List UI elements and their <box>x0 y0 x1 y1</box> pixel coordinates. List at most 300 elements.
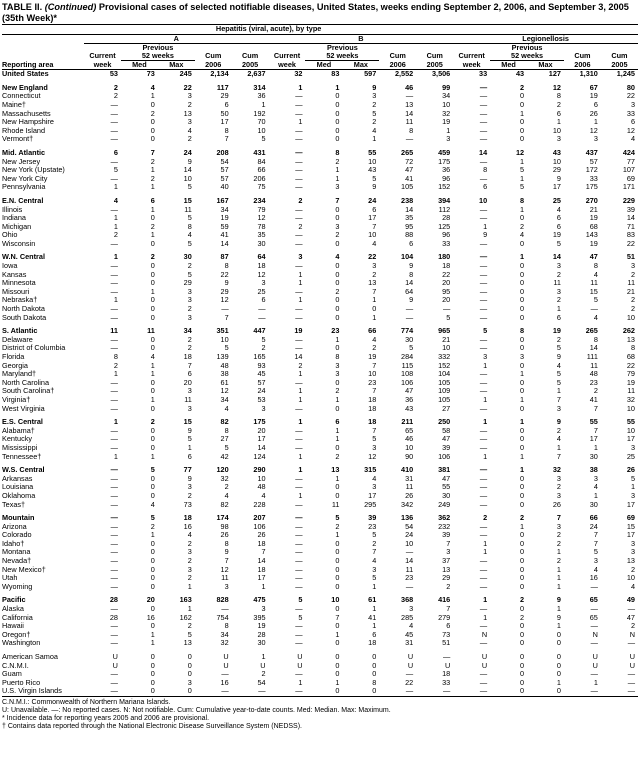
value-cell: 10 <box>626 404 635 413</box>
reporting-area-cell: Georgia <box>2 361 28 370</box>
value-cell: 3 <box>261 404 266 413</box>
group-legionellosis-header: Legionellosis <box>453 34 638 44</box>
value-cell: 24 <box>183 147 192 157</box>
value-cell: — <box>479 557 488 566</box>
reporting-area-cell: New England <box>2 82 48 92</box>
value-cell: 17 <box>589 435 598 444</box>
value-cell: 79 <box>257 205 266 214</box>
value-cell: 30 <box>405 335 414 344</box>
value-cell: 10 <box>368 231 377 240</box>
value-cell: 262 <box>622 326 635 336</box>
value-cell: — <box>479 126 488 135</box>
value-cell: 40 <box>220 183 229 192</box>
value-cell: — <box>110 622 118 631</box>
value-cell: 265 <box>401 147 414 157</box>
value-cell: 68 <box>589 222 598 231</box>
value-cell: — <box>479 296 488 305</box>
table-row <box>2 583 638 592</box>
value-cell: — <box>110 109 118 118</box>
value-cell: — <box>110 378 118 387</box>
value-cell: 8 <box>593 262 598 271</box>
value-cell: 0 <box>335 92 340 101</box>
value-cell: 1 <box>556 387 561 396</box>
value-cell: — <box>110 531 118 540</box>
value-cell: 0 <box>335 126 340 135</box>
value-cell: 175 <box>585 183 598 192</box>
value-cell: 2 <box>593 387 598 396</box>
value-cell: 79 <box>626 370 635 379</box>
value-cell: 2 <box>187 135 192 144</box>
value-cell: — <box>221 670 229 679</box>
value-cell: 3 <box>187 287 192 296</box>
value-cell: 1 <box>298 678 303 687</box>
table-row <box>2 531 638 540</box>
value-cell: 5 <box>593 548 598 557</box>
value-cell: 22 <box>405 678 414 687</box>
value-cell: — <box>479 174 488 183</box>
value-cell: 2 <box>372 539 377 548</box>
value-cell: 11 <box>590 279 598 288</box>
table-row <box>2 118 638 127</box>
value-cell: — <box>479 344 488 353</box>
value-cell: — <box>110 574 118 583</box>
value-cell: 0 <box>150 404 155 413</box>
value-cell: 6 <box>261 296 266 305</box>
value-cell: — <box>479 270 488 279</box>
value-cell: 3 <box>224 582 229 591</box>
value-cell: — <box>590 582 598 591</box>
value-cell: 1 <box>335 426 340 435</box>
super-header: Hepatitis (viral, acute), by type <box>84 25 453 35</box>
value-cell: 0 <box>527 687 564 696</box>
value-cell: 1 <box>113 222 118 231</box>
value-cell: 39 <box>442 443 451 452</box>
value-cell: 17 <box>626 531 635 540</box>
value-cell: — <box>479 531 488 540</box>
value-cell: 1 <box>335 474 340 483</box>
value-cell: 6 <box>224 100 229 109</box>
value-cell: 6 <box>630 118 635 127</box>
value-cell: 47 <box>589 252 598 262</box>
value-cell: 1 <box>113 214 118 223</box>
value-cell: 0 <box>150 214 155 223</box>
table-row <box>2 279 638 288</box>
value-cell: 11 <box>627 387 635 396</box>
value-cell: 8 <box>630 344 635 353</box>
value-cell: 2,637 <box>247 69 266 79</box>
value-cell: 14 <box>479 147 488 157</box>
value-cell: 3 <box>630 539 635 548</box>
value-cell: 5 <box>224 344 229 353</box>
value-cell: 2 <box>187 491 192 500</box>
reporting-area-cell: West Virginia <box>2 404 45 413</box>
value-cell: 69 <box>626 174 635 183</box>
value-cell: — <box>221 305 229 314</box>
value-cell: 4 <box>593 483 598 492</box>
table-row <box>2 353 638 362</box>
value-cell: 28 <box>442 214 451 223</box>
value-cell: 207 <box>253 513 266 523</box>
value-cell: 172 <box>585 166 598 175</box>
value-cell: 37 <box>442 557 451 566</box>
value-cell: 0 <box>520 335 525 344</box>
value-cell: 1 <box>298 417 303 427</box>
value-cell: 2 <box>556 539 561 548</box>
value-cell: 0 <box>150 279 155 288</box>
table-row <box>2 262 638 271</box>
reporting-area-cell: Alaska <box>2 605 24 614</box>
value-cell: 1 <box>556 605 561 614</box>
value-cell: 6 <box>556 222 561 231</box>
value-cell: — <box>295 404 303 413</box>
value-cell: 18 <box>183 513 192 523</box>
value-cell: 18 <box>257 262 266 271</box>
value-cell: — <box>295 135 303 144</box>
value-cell: 1 <box>372 622 377 631</box>
value-cell: 0 <box>556 670 561 679</box>
value-cell: 1 <box>556 565 561 574</box>
value-cell: 12 <box>589 126 598 135</box>
reporting-area-cell: E.N. Central <box>2 195 44 205</box>
value-cell: 46 <box>405 82 414 92</box>
value-cell: 4 <box>187 126 192 135</box>
reporting-area-cell: Oregon† <box>2 630 31 639</box>
value-cell: 0 <box>556 639 561 648</box>
reporting-area-cell: Utah <box>2 574 18 583</box>
value-cell: — <box>295 335 303 344</box>
table-row <box>2 379 638 388</box>
reporting-area-cell: New York (Upstate) <box>2 166 65 175</box>
value-cell: — <box>479 239 488 248</box>
value-cell: 125 <box>438 222 451 231</box>
value-cell: 50 <box>220 109 229 118</box>
reporting-area-cell: California <box>2 613 33 622</box>
value-cell: — <box>295 92 303 101</box>
value-cell: 459 <box>438 147 451 157</box>
value-cell: 2 <box>187 539 192 548</box>
value-cell: 1 <box>150 166 155 175</box>
value-cell: U <box>629 652 635 661</box>
value-cell: — <box>295 147 303 157</box>
value-cell: — <box>269 687 306 696</box>
value-cell: 0 <box>520 92 525 101</box>
value-cell: 80 <box>626 82 635 92</box>
value-cell: 2 <box>372 100 377 109</box>
value-cell: 1 <box>520 417 525 427</box>
value-cell: 174 <box>216 513 229 523</box>
value-cell: 2 <box>630 565 635 574</box>
cum-label: Cum <box>611 52 628 61</box>
table-row <box>2 444 638 453</box>
value-cell: 2 <box>520 82 525 92</box>
value-cell: 16 <box>220 678 229 687</box>
value-cell: — <box>627 678 635 687</box>
value-cell: 1 <box>483 222 488 231</box>
value-cell: 4 <box>150 82 155 92</box>
value-cell: 9 <box>483 231 488 240</box>
value-cell: 26 <box>589 109 598 118</box>
value-cell: — <box>564 687 601 696</box>
value-cell: 0 <box>150 387 155 396</box>
value-cell: 10 <box>220 335 229 344</box>
value-cell: 0 <box>520 270 525 279</box>
value-cell: 1 <box>298 270 303 279</box>
value-cell: 14 <box>220 239 229 248</box>
value-cell: 1 <box>483 595 488 605</box>
value-cell: 10 <box>257 126 266 135</box>
reporting-area-cell: Missouri <box>2 287 30 296</box>
value-cell: — <box>405 313 414 322</box>
value-cell: 0 <box>150 548 155 557</box>
value-cell: — <box>405 92 414 101</box>
table-row <box>2 370 638 379</box>
table-row <box>2 548 638 557</box>
value-cell: 0 <box>335 670 340 679</box>
value-cell: 0 <box>335 262 340 271</box>
value-cell: 11 <box>627 279 635 288</box>
value-cell: 28 <box>257 630 266 639</box>
value-cell: — <box>479 483 488 492</box>
value-cell: 3 <box>335 370 340 379</box>
value-cell: 0 <box>335 296 340 305</box>
value-cell: 828 <box>216 595 229 605</box>
value-cell: 14 <box>257 443 266 452</box>
value-cell: 9 <box>556 613 561 622</box>
value-cell: 18 <box>257 565 266 574</box>
value-cell: 21 <box>442 335 451 344</box>
value-cell: — <box>110 135 118 144</box>
value-cell: — <box>195 687 232 696</box>
value-cell: 8 <box>520 326 525 336</box>
value-cell: 0 <box>335 305 340 314</box>
value-cell: 29 <box>442 574 451 583</box>
value-cell: 30 <box>257 239 266 248</box>
value-cell: 3 <box>593 557 598 566</box>
value-cell: 0 <box>520 622 525 631</box>
value-cell: 54 <box>257 678 266 687</box>
value-cell: 1 <box>150 370 155 379</box>
reporting-area-cell: Nebraska† <box>2 296 38 305</box>
value-cell: — <box>295 539 303 548</box>
value-cell: 0 <box>187 661 192 670</box>
table-body <box>2 70 638 697</box>
value-cell: 10 <box>479 195 488 205</box>
value-cell: 22 <box>183 82 192 92</box>
value-cell: U <box>112 652 118 661</box>
value-cell: — <box>110 100 118 109</box>
value-cell: 30 <box>183 252 192 262</box>
value-cell: 2 <box>150 252 155 262</box>
value-cell: 0 <box>150 474 155 483</box>
table-row <box>2 453 638 462</box>
value-cell: — <box>479 109 488 118</box>
cum-label: Cum <box>389 52 406 61</box>
value-cell: 61 <box>220 378 229 387</box>
value-cell: 3 <box>593 135 598 144</box>
value-cell: 77 <box>626 157 635 166</box>
value-cell: 1 <box>113 183 118 192</box>
value-cell: 0 <box>335 652 340 661</box>
value-cell: 395 <box>253 613 266 622</box>
value-cell: 1 <box>335 531 340 540</box>
value-cell: — <box>442 305 451 314</box>
value-cell: 2 <box>446 582 451 591</box>
value-cell: — <box>479 100 488 109</box>
value-cell: — <box>295 622 303 631</box>
value-cell: 3 <box>372 565 377 574</box>
value-cell: 45 <box>405 630 414 639</box>
value-cell: — <box>110 582 118 591</box>
value-cell: 8 <box>224 539 229 548</box>
value-cell: 11 <box>405 483 414 492</box>
value-cell: 1 <box>298 279 303 288</box>
value-cell: 1 <box>150 231 155 240</box>
value-cell: 18 <box>368 639 377 648</box>
year-2005-label: 2005 <box>232 61 269 70</box>
value-cell: 5 <box>372 174 377 183</box>
value-cell: U <box>223 661 229 670</box>
value-cell: 26 <box>405 491 414 500</box>
value-cell: 0 <box>372 661 377 670</box>
value-cell: 0 <box>335 109 340 118</box>
value-cell: 7 <box>224 557 229 566</box>
value-cell: 34 <box>183 326 192 336</box>
value-cell: 111 <box>586 353 598 361</box>
value-cell: 47 <box>626 613 635 622</box>
value-cell: 0 <box>150 483 155 492</box>
table-row <box>2 622 638 631</box>
value-cell: 2 <box>187 574 192 583</box>
value-cell: 12 <box>368 452 377 461</box>
table-row <box>2 248 638 262</box>
value-cell: 2 <box>187 335 192 344</box>
table-row <box>2 492 638 501</box>
value-cell: — <box>110 262 118 271</box>
value-cell: — <box>601 687 638 696</box>
value-cell: 19 <box>442 118 451 127</box>
value-cell: 754 <box>216 613 229 622</box>
value-cell: — <box>295 239 303 248</box>
value-cell: 3 <box>372 262 377 271</box>
value-cell: 104 <box>401 252 414 262</box>
value-cell: — <box>295 435 303 444</box>
reporting-area-cell: New Hampshire <box>2 118 54 127</box>
value-cell: 2 <box>556 100 561 109</box>
value-cell: 774 <box>401 326 414 336</box>
value-cell: 6 <box>483 183 488 192</box>
value-cell: 29 <box>220 287 229 296</box>
value-cell: — <box>295 378 303 387</box>
value-cell: 23 <box>368 378 377 387</box>
value-cell: 249 <box>438 500 451 509</box>
value-cell: 0 <box>150 574 155 583</box>
value-cell: 54 <box>405 522 414 531</box>
value-cell: 7 <box>224 313 229 322</box>
value-cell: — <box>479 574 488 583</box>
table-row <box>2 305 638 314</box>
value-cell: 3 <box>630 491 635 500</box>
value-cell: — <box>479 387 488 396</box>
value-cell: 1 <box>520 395 525 404</box>
value-cell: 5 <box>150 465 155 475</box>
value-cell: — <box>295 100 303 109</box>
value-cell: 10 <box>442 344 451 353</box>
value-cell: 5 <box>372 435 377 444</box>
value-cell: — <box>110 474 118 483</box>
reporting-area-cell: District of Columbia <box>2 344 66 353</box>
value-cell: 39 <box>368 513 377 523</box>
value-cell: 13 <box>405 100 414 109</box>
value-cell: 0 <box>335 483 340 492</box>
value-cell: 1 <box>113 452 118 461</box>
value-cell: — <box>295 582 303 591</box>
value-cell: — <box>453 687 490 696</box>
value-cell: 1 <box>593 491 598 500</box>
value-cell: 0 <box>335 622 340 631</box>
value-cell: 2 <box>335 157 340 166</box>
value-cell: 279 <box>438 613 451 622</box>
value-cell: — <box>295 305 303 314</box>
value-cell: 139 <box>216 353 229 361</box>
value-cell: 2 <box>520 613 525 622</box>
value-cell: 5 <box>187 270 192 279</box>
table-row <box>2 158 638 167</box>
footnote: C.N.M.I.: Commonwealth of Northern Mariana Islands. <box>2 698 171 706</box>
value-cell: 13 <box>626 557 635 566</box>
value-cell: 117 <box>216 82 229 92</box>
value-cell: 29 <box>183 279 192 288</box>
value-cell: 13 <box>331 465 340 475</box>
table-row <box>2 101 638 110</box>
reporting-area-cell: Colorado <box>2 531 32 540</box>
table-row <box>2 523 638 532</box>
value-cell: 3 <box>520 353 525 361</box>
value-cell: 51 <box>626 252 635 262</box>
reporting-area-cell: Vermont† <box>2 135 34 144</box>
value-cell: 30 <box>589 452 598 461</box>
value-cell: 66 <box>589 513 598 523</box>
reporting-area-cell: C.N.M.I. <box>2 661 29 670</box>
value-cell: 14 <box>294 353 303 361</box>
value-cell: 1 <box>335 166 340 175</box>
value-cell: 6 <box>593 100 598 109</box>
value-cell: 48 <box>589 370 598 379</box>
value-cell: 1 <box>556 678 561 687</box>
value-cell: 206 <box>253 174 266 183</box>
value-cell: 41 <box>368 613 377 622</box>
value-cell: 0 <box>335 239 340 248</box>
value-cell: 19 <box>589 239 598 248</box>
value-cell: — <box>110 313 118 322</box>
value-cell: 105 <box>438 378 451 387</box>
value-cell: 28 <box>109 613 118 622</box>
value-cell: 0 <box>150 135 155 144</box>
cum-label: Cum <box>205 52 222 61</box>
value-cell: — <box>110 605 118 614</box>
value-cell: 43 <box>405 404 414 413</box>
value-cell: — <box>479 435 488 444</box>
value-cell: 1 <box>520 157 525 166</box>
value-cell: 6 <box>150 195 155 205</box>
value-cell: — <box>295 565 303 574</box>
value-cell: 17 <box>257 574 266 583</box>
value-cell: 19 <box>552 231 561 240</box>
value-cell: 7 <box>224 135 229 144</box>
previous-label: Previous <box>511 43 543 53</box>
value-cell: 0 <box>335 491 340 500</box>
value-cell: 73 <box>442 630 451 639</box>
value-cell: 7 <box>187 361 192 370</box>
